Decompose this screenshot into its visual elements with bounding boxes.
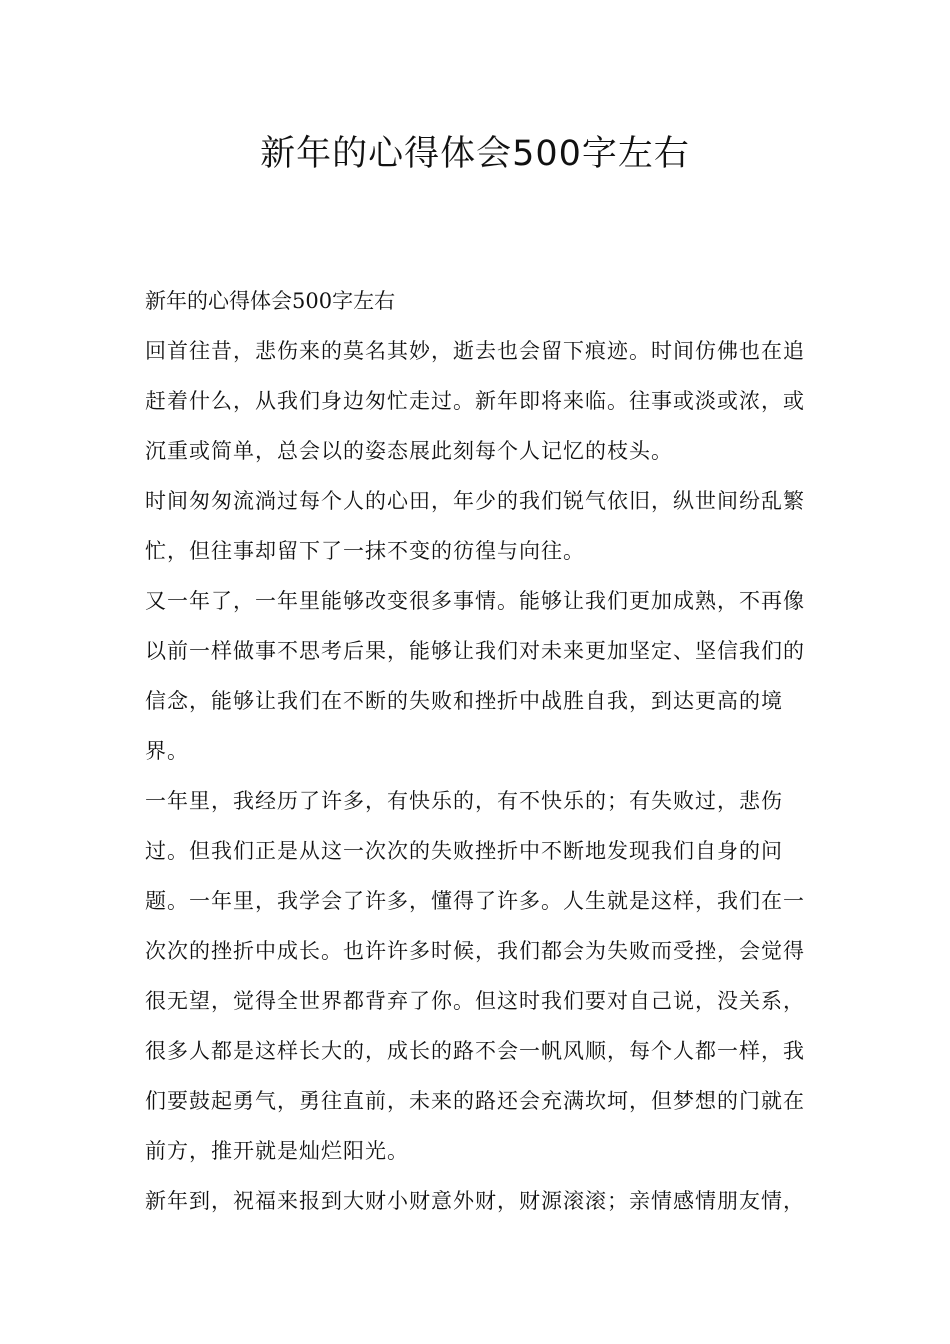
document-subtitle: 新年的心得体会500字左右 [145,289,396,313]
paragraph-5: 新年到，祝福来报到大财小财意外财，财源滚滚；亲情感情朋友情， [145,1189,805,1213]
paragraph-1: 回首往昔，悲伤来的莫名其妙，逝去也会留下痕迹。时间仿佛也在追赶着什么，从我们身边匆忙走过。新年即将来临。往事或淡或浓，或沉重或简单，总会以的姿态展此刻每个人记忆的枝头。 [145,339,805,463]
paragraph-2: 时间匆匆流淌过每个人的心田，年少的我们锐气依旧，纵世间纷乱繁忙，但往事却留下了一抹不变的彷徨与向往。 [145,489,805,563]
document-title: 新年的心得体会500字左右 [260,134,690,174]
paragraph-3: 又一年了，一年里能够改变很多事情。能够让我们更加成熟，不再像以前一样做事不思考后果，能够让我们对未来更加坚定、坚信我们的信念，能够让我们在不断的失败和挫折中战胜自我，到达更高的境界。 [145,589,805,763]
paragraph-4: 一年里，我经历了许多，有快乐的，有不快乐的；有失败过，悲伤过。但我们正是从这一次次的失败挫折中不断地发现我们自身的问题。一年里，我学会了许多，懂得了许多。人生就是这样，我们在一次次的挫折中成长。也许许多时候，我们都会为失败而受挫，会觉得很无望，觉得全世界都背弃了你。但这时我们要对自己说，没关系，很多人都是这样长大的，成长的路不会一帆风顺，每个人都一样，我们要鼓起勇气，勇往直前，未来的路还会充满坎坷，但梦想的门就在前方，推开就是灿烂阳光。 [145,789,805,1163]
document-body [145,276,821,1226]
